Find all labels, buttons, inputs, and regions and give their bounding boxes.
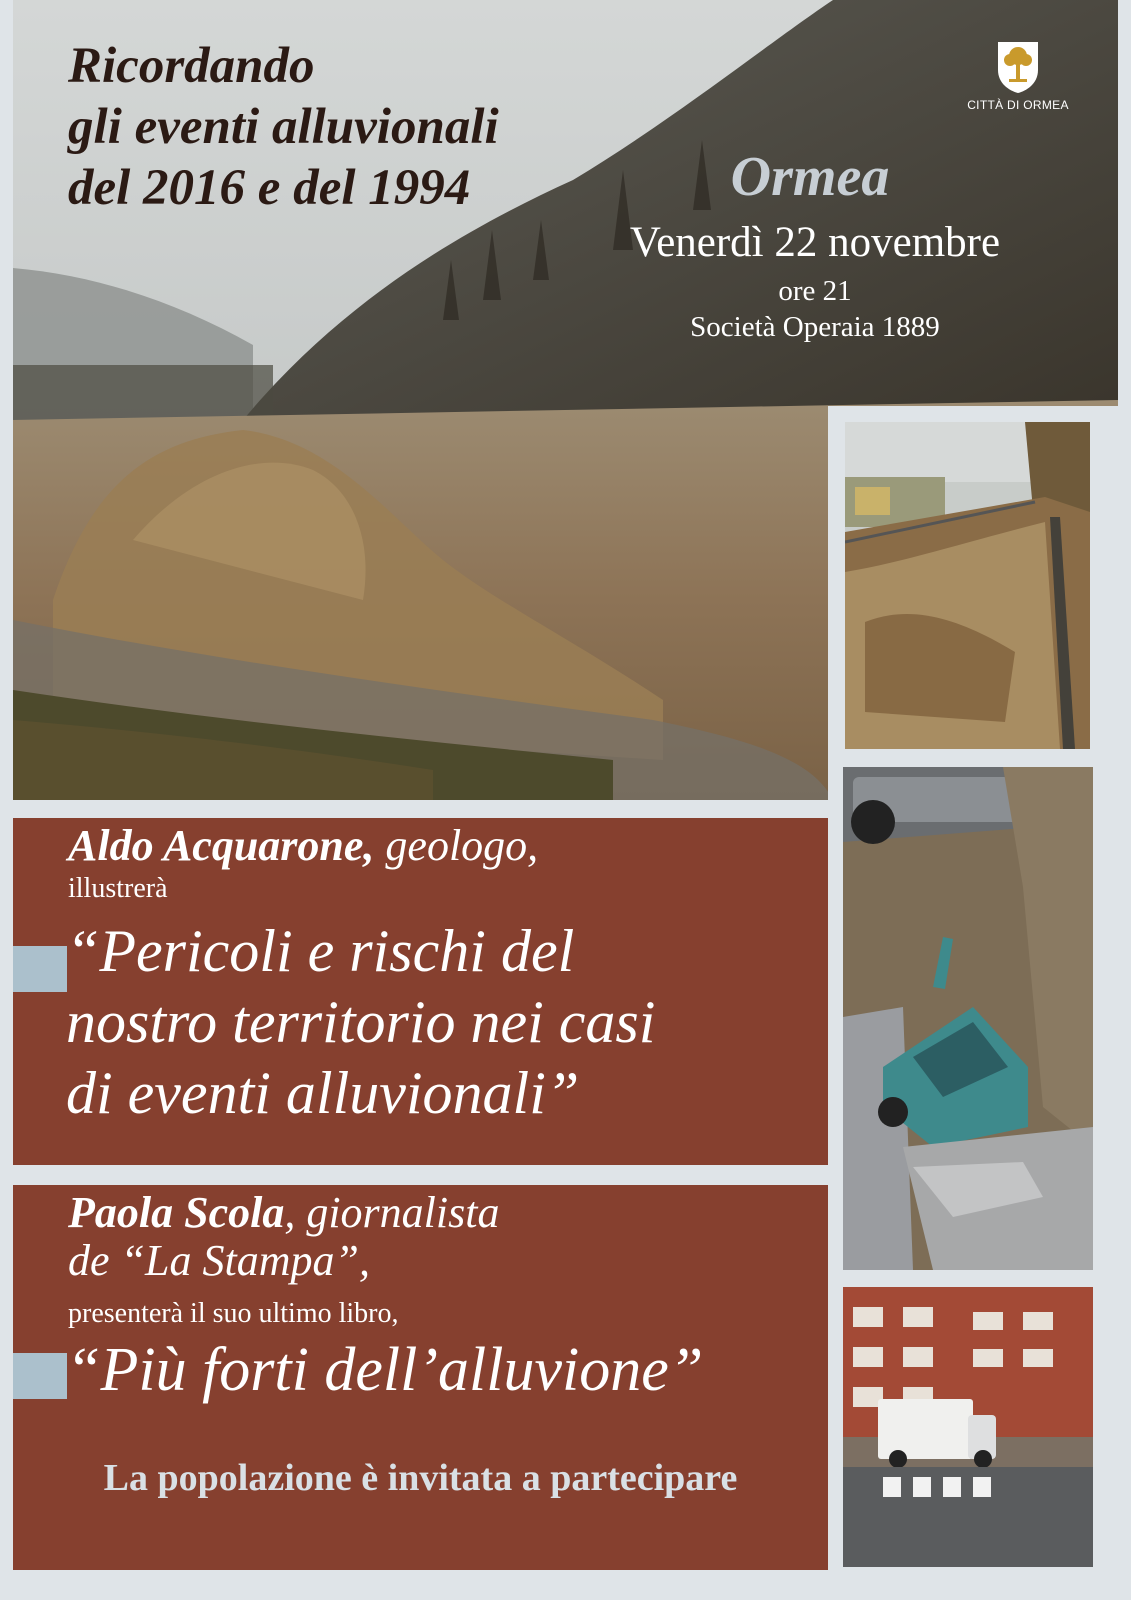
poster-title: [68, 36, 499, 219]
speaker-line-1: [68, 822, 538, 870]
talk-panel-geologist: [13, 818, 828, 1165]
talk1-title: [66, 916, 655, 1129]
talk1-title-line-3: di eventi alluvionali”: [66, 1060, 580, 1126]
speaker-name-2: Paola Scola: [68, 1188, 285, 1237]
speaker-role-2: , giornalista: [284, 1188, 500, 1237]
accent-marker-2: [13, 1353, 67, 1399]
invitation-text: La popolazione è invitata a partecipare: [103, 1457, 738, 1499]
speaker-line-2: [68, 1189, 499, 1237]
photo-flooded-street: [843, 1287, 1093, 1567]
tree-crest-icon: [996, 38, 1040, 94]
accent-marker-1: [13, 946, 67, 992]
event-time: ore 21: [778, 275, 852, 307]
book-title: “Più forti dell’alluvione”: [66, 1336, 704, 1404]
photo-car-in-sinkhole: [843, 767, 1093, 1270]
logo-caption: CITTÀ DI ORMEA: [967, 98, 1069, 112]
talk1-title-line-2: nostro territorio nei casi: [66, 989, 656, 1055]
event-venue: Società Operaia 1889: [690, 311, 940, 343]
photo-river-flood: [845, 422, 1090, 749]
event-town: Ormea: [730, 146, 890, 208]
title-line-3: del 2016 e del 1994: [68, 160, 471, 216]
talk-panel-journalist: [13, 1185, 828, 1570]
speaker-role-1: geologo,: [374, 821, 539, 870]
talk2-verb: presenterà il suo ultimo libro,: [68, 1298, 399, 1329]
talk1-title-line-1: “Pericoli e rischi del: [66, 918, 575, 984]
event-date: Venerdì 22 novembre: [629, 219, 1001, 266]
city-logo: [958, 38, 1078, 112]
event-details: [560, 145, 1070, 345]
title-line-2: gli eventi alluvionali: [68, 99, 499, 155]
speaker-outlet: de “La Stampa”,: [68, 1236, 370, 1285]
title-line-1: Ricordando: [68, 38, 315, 94]
talk1-verb: illustrerà: [68, 873, 168, 904]
speaker-name-1: Aldo Acquarone,: [68, 821, 375, 870]
